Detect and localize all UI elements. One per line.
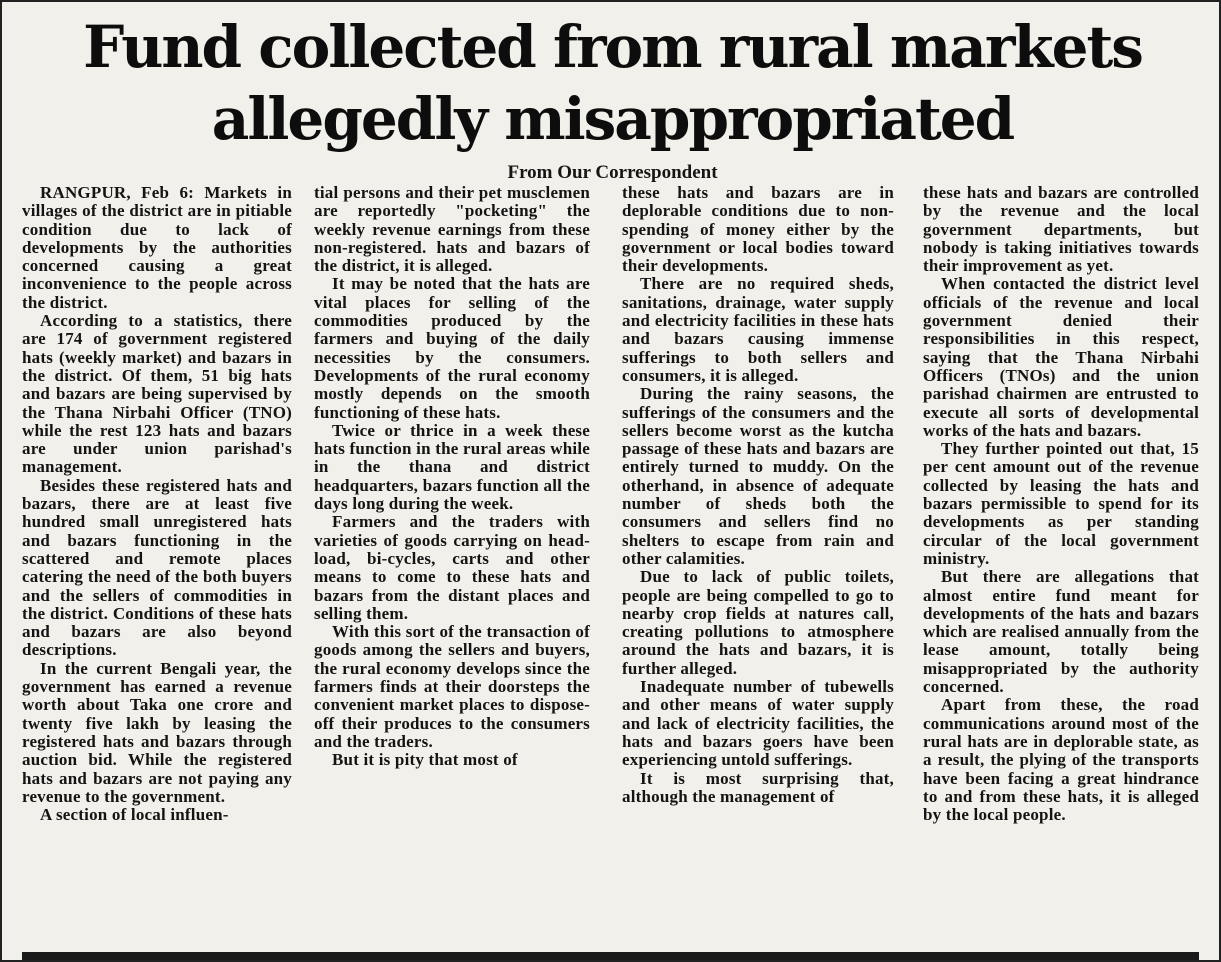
paragraph: these hats and bazars are controlled by the revenue and the local government departments, but nobody is taking initiatives towards their improvement as yet. [923, 184, 1199, 276]
paragraph: RANGPUR, Feb 6: Markets in villages of the district are in pitiable condition due to lack of developments by the authorities concerned causing a great inconvenience to the people across the district. [22, 184, 292, 312]
paragraph: Apart from these, the road communications around most of the rural hats are in deplorable state, as a result, the plying of the transports have been facing a great hindrance to and from these hats, it is alleged by the local people. [923, 695, 1199, 825]
paragraph: Farmers and the traders with varieties of goods carrying on head-load, bi-cycles, carts and other means to come to these hats and bazars from the distant places and selling them. [314, 512, 590, 623]
paragraph: But it is pity that most of [332, 750, 518, 770]
article-column-3 [622, 184, 894, 950]
article-column-2 [314, 184, 590, 950]
paragraph: With this sort of the transaction of goods among the sellers and buyers, the rural economy develops since the farmers finds at their doorsteps the convenient market places to dispose-off their produces to the consumers and the traders. [314, 622, 590, 751]
paragraph: tial persons and their pet musclemen are reportedly "pocketing" the weekly revenue earnings from these non-registered. hats and bazars of the district, it is alleged. [314, 184, 590, 276]
paragraph: It may be noted that the hats are vital places for selling of the commodities produced by the farmers and buying of the daily necessities by the consumers. Developments of the rural economy mostly depends on the smooth functioning of these hats. [314, 274, 590, 422]
paragraph: In the current Bengali year, the government has earned a revenue worth about Taka one crore and twenty five lakh by leasing the registered hats and bazars through auction bid. While the registered hats and bazars are not paying any revenue to the government. [22, 658, 292, 806]
paragraph: It is most surprising that, although the management of [622, 768, 894, 806]
paragraph: A section of local influen- [40, 805, 229, 825]
paragraph: Besides these registered hats and bazars, there are at least five hundred small unregistered hats and bazars functioning in the scattered and remote places catering the need of the both buyers and the sellers of commodities in the district. Conditions of these hats and bazars are also beyond descriptions. [22, 475, 292, 660]
paragraph: There are no required sheds, sanitations, drainage, water supply and electricity facilities in these hats and bazars causing immense sufferings to both sellers and consumers, it is alleged. [622, 274, 894, 385]
bottom-rule [22, 952, 1199, 960]
headline-line-2: allegedly misappropriated [211, 85, 1014, 153]
paragraph: They further pointed out that, 15 per cent amount out of the revenue collected by leasing the hats and bazars permissible to spend for its developments as per standing circular of the local government ministry. [923, 439, 1199, 568]
paragraph: But there are allegations that almost entire fund meant for developments of the hats and bazars which are realised annually from the lease amount, totally being misappropriated by the authority concerned. [923, 567, 1199, 697]
paragraph: Due to lack of public toilets, people are being compelled to go to nearby crop fields at natures call, creating pollutions to atmosphere around the hats and bazars, it is further alleged. [622, 567, 894, 678]
headline-line-1: Fund collected from rural markets [83, 13, 1142, 81]
paragraph: Twice or thrice in a week these hats function in the rural areas while in the thana and district headquarters, bazars function all the days long during the week. [314, 420, 590, 514]
article-column-4 [923, 184, 1199, 950]
paragraph: According to a statistics, there are 174 of government registered hats (weekly market) and bazars in the district. Of them, 51 big hats and bazars are being supervised by the Thana Nirbahi Officer (TNO) while the rest 123 hats and bazars are under union parishad's management. [22, 311, 292, 477]
paragraph: When contacted the district level officials of the revenue and local government denied their responsibilities in this respect, saying that the Thana Nirbahi Officers (TNOs) and the union parishad chairmen are entrusted to execute all sorts of developmental works of the hats and bazars. [923, 274, 1199, 440]
byline: From Our Correspondent [507, 162, 718, 183]
paragraph: Inadequate number of tubewells and other means of water supply and lack of electricity facilities, the hats and bazars goers have been experiencing untold sufferings. [622, 677, 894, 770]
paragraph: During the rainy seasons, the sufferings of the consumers and the sellers become worst as the kutcha passage of these hats and bazars are entirely turned to muddy. On the otherhand, in absence of adequate number of sheds both the consumers and sellers find no shelters to escape from rain and other calamities. [622, 384, 894, 568]
article-column-1 [22, 184, 292, 950]
paragraph: these hats and bazars are in deplorable conditions due to non-spending of money either by the government or local bodies toward their developments. [622, 184, 894, 276]
